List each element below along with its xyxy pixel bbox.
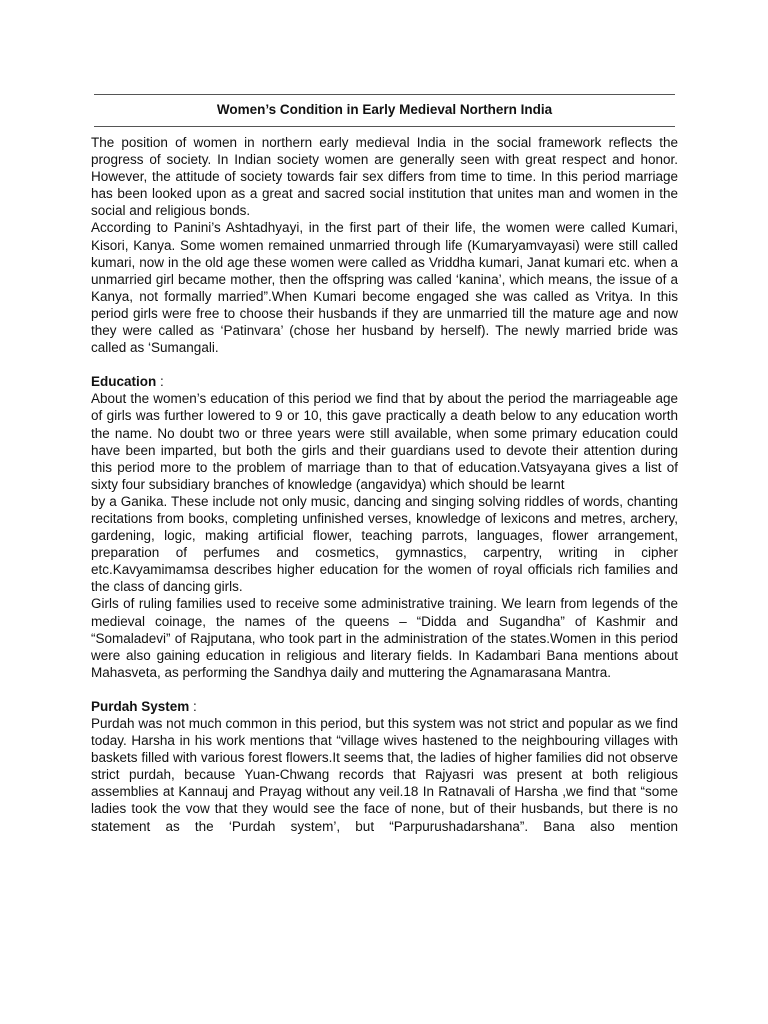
- purdah-heading-colon: :: [189, 698, 197, 714]
- education-paragraph-1: About the women’s education of this period we find that by about the period the marriageable age of girls was further lowered to 9 or 10, this gave practically a death below to any education worth the name. No doubt two or three years were still available, when some primary education could have been imparted, but both the girls and their guardians used to devote their attention during this period more to the problem of marriage than to that of education.Vatsyayana gives a list of sixty four subsidiary branches of knowledge (angavidya) which should be learnt: [91, 391, 678, 492]
- education-heading: [91, 373, 678, 390]
- education-heading-colon: :: [156, 374, 164, 390]
- education-paragraph-2: by a Ganika. These include not only music, dancing and singing solving riddles of words, chanting recitations from books, completing unfinished verses, knowledge of lexicons and metres, archery, gardening, logic, making artificial flower, teaching parrots, languages, flower arrangement, preparation of perfumes and cosmetics, gymnastics, carpentry, writing in cipher etc.Kavyamimamsa describes higher education for the women of royal officials rich families and the class of dancing girls.: [91, 493, 678, 595]
- purdah-heading: [91, 698, 678, 715]
- purdah-heading-label: Purdah System: [91, 698, 190, 714]
- section-gap: [91, 681, 678, 698]
- title-bottom-rule: [94, 126, 675, 127]
- education-paragraph-3: Girls of ruling families used to receive some administrative training. We learn from legends of the medieval coinage, the names of the queens – “Didda and Sugandha” of Kashmir and “Somaladevi” of Rajputana, who took part in the administration of the states.Women in this period were also gaining education in religious and literary fields. In Kadambari Bana mentions about Mahasveta, as performing the Sandhya daily and muttering the Agnamarasana Mantra.: [91, 596, 678, 680]
- document-title: Women’s Condition in Early Medieval Northern India: [216, 102, 553, 117]
- education-heading-label: Education: [91, 374, 157, 390]
- purdah-paragraph-1: Purdah was not much common in this period, but this system was not strict and popular as we find today. Harsha in his work mentions that “village wives hastened to the neighbouring villages with baskets filled with various forest flowers.It seems that, the ladies of higher families did not observe strict purdah, because Yuan-Chwang records that Rajyasri was present at both religious assemblies at Kannauj and Prayag without any veil.18 In Ratnavali of Harsha ,we find that “some ladies took the vow that they would see the face of none, but of their husbands, but there is no statement as the ‘Purdah system’, but “Parpurushadarshana”. Bana also mention: [91, 716, 678, 834]
- section-gap: [91, 356, 678, 373]
- document-body: [91, 134, 678, 835]
- intro-paragraph-1: The position of women in northern early medieval India in the social framework reflects the progress of society. In Indian society women are generally seen with great respect and honor. However, the attitude of society towards fair sex differs from time to time. In this period marriage has been looked upon as a great and sacred social institution that unites man and women in the social and religious bonds.: [91, 135, 678, 219]
- document-page: [91, 94, 678, 835]
- intro-paragraph-2: According to Panini’s Ashtadhyayi, in the first part of their life, the women were called Kumari, Kisori, Kanya. Some women remained unmarried through life (Kumaryamvayasi) were still called kumari, now in the old age these women were called as Vriddha kumari, Janat kumari etc. when a unmarried girl became mother, then the offspring was called ‘kanina’, which means, the issue of a Kanya, not formally married”.When Kumari become engaged she was called as Vritya. In this period girls were free to choose their husbands if they are unmarried till the mature age and now they were called as ‘Patinvara’ (chose her husband by herself). The newly married bride was called as ‘Sumangali.: [91, 220, 678, 356]
